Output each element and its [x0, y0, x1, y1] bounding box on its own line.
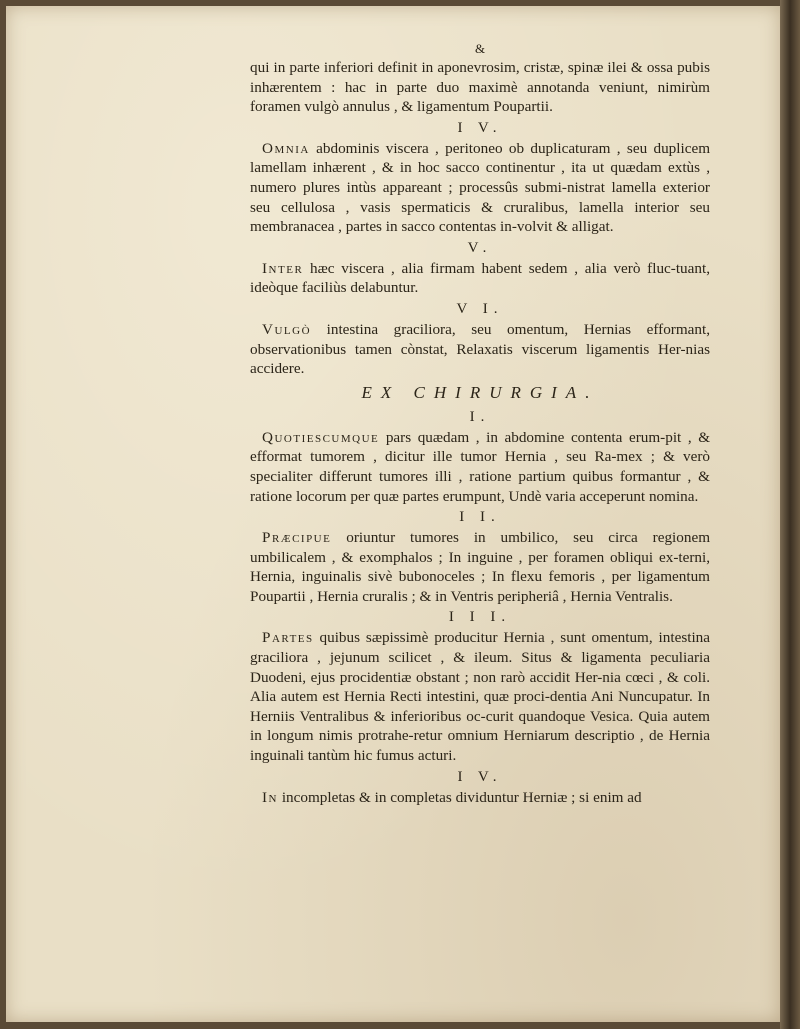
book-spine — [780, 0, 800, 1029]
lead-word: Omnia — [262, 139, 310, 157]
paragraph: Vulgò intestina graciliora, seu omentum, Hernias efformant, observationibus tamen cònstat, Relaxatis viscerum ligamentis Her-nias accidere. — [250, 320, 711, 378]
paragraph: Præcipue oriuntur tumores in umbilico, seu circa regionem umbilicalem , & exomphalos ; In inguine , per foramen obliqui ex-terni, Hernia, inguinalis sivè bubonoceles ; In flexu femoris , per ligamentum Poupartii , Hernia cruralis ; & in Ventris peripheriâ , Hernia Ventralis. — [250, 529, 711, 605]
paragraph: Partes quibus sæpissimè producitur Hernia , sunt omentum, intestina graciliora , jejunum scilicet , & ileum. Situs & ligamenta peculiaria Duodeni, ejus procidentiæ obstant ; non rarò accidit Her-nia cœci , & coli. Alia autem est Hernia Recti intestini, quæ proci-dentia Ani Nuncupatur. In Herniis Ventralibus & inferioribus oc-curit quandoque Vesica. Quia autem in longum nimis protrahe-retur omnium Herniarum descriptio , de Hernia inguinali tantùm hic fumus acturi. — [250, 629, 710, 765]
section-number: V I. — [456, 300, 504, 317]
paragraph: Inter hæc viscera , alia firmam habent sedem , alia verò fluc-tuant, ideòque faciliùs delabuntur. — [250, 259, 710, 297]
paragraph-intro: qui in parte inferiori definit in aponevrosim, cristæ, spinæ ilei & ossa pubis inhærentem : hac in parte duo maximè annotanda veniunt, nimirùm foramen vulgò annulus , & ligamentum Poupartii. — [250, 59, 710, 116]
section-heading: EX CHIRURGIA. — [361, 382, 599, 402]
lead-word: In — [262, 788, 279, 806]
lead-word: Quotiescumque — [262, 428, 380, 446]
lead-word: Vulgò — [262, 320, 312, 338]
paragraph: Omnia abdominis viscera , peritoneo ob duplicaturam , seu duplicem lamellam inhærent , & in hoc sacco continentur , ita ut quædam extùs , numero plures intùs appareant ; processûs submi-nistrat lamella exterior seu cellulosa , vasis spermaticis & cruralibus, lamella interior seu membranacea , partes in sacco contentas in-volvit & alligat. — [250, 139, 711, 236]
page-text — [250, 42, 710, 807]
paragraph: Quotiescumque pars quædam , in abdomine contenta erum-pit , & efformat tumorem , dicitur ille tumor Hernia , seu Ra-mex ; & verò specialiter differunt tumores illi , ratione partium quibus formantur , & ratione locorum per quæ partes erumpunt, Undè varia acceperunt nomina. — [250, 428, 711, 505]
section-number: I V. — [457, 768, 503, 785]
section-number: V. — [467, 239, 493, 256]
ornament-mark: & — [474, 41, 486, 56]
lead-word: Partes — [262, 629, 314, 647]
paragraph: In incompletas & in completas dividuntur Herniæ ; si enim ad — [262, 788, 642, 806]
section-number: I V. — [457, 119, 503, 136]
lead-word: Inter — [262, 259, 304, 277]
lead-word: Præcipue — [262, 529, 332, 547]
section-number: I. — [469, 408, 491, 425]
section-number: I I I. — [448, 609, 512, 626]
section-number: I I. — [459, 509, 501, 526]
